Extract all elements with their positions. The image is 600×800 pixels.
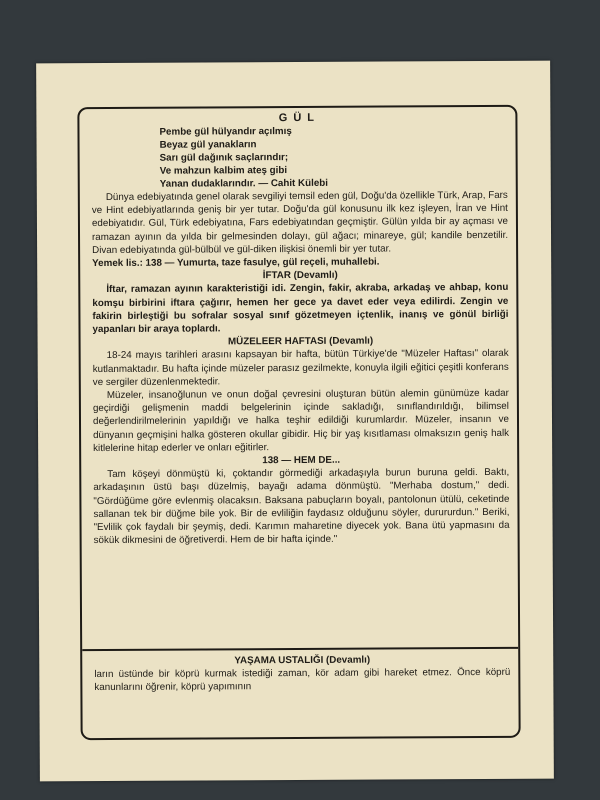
muzeler-body-1: 18-24 mayıs tarihleri arasını kapsayan bir hafta, bütün Türkiye'de "Müzeler Haftası" olarak kutlanmaktadır. Bu hafta içinde müzeler parasız gezilmekte, konuyla ilgili eğitici çeşitli konferans ve sergiler düzenlenmektedir.	[92, 348, 509, 388]
calendar-page	[36, 61, 554, 782]
poem-line: Pembe gül hülyandır açılmış	[159, 126, 292, 138]
main-section	[79, 107, 518, 649]
iftar-title: İFTAR (Devamlı)	[262, 269, 338, 282]
yasama-body: ların üstünde bir köprü kurmak istediği zaman, kör adam gibi hareket etmez. Önce köprü kanunlarını öğrenir, köprü yapımının	[94, 667, 511, 694]
muzeler-title: MÜZELEER HAFTASI (Devamlı)	[227, 335, 374, 348]
gul-poem	[91, 124, 507, 191]
yasama-title: YAŞAMA USTALIĞI (Devamlı)	[234, 654, 371, 667]
poem-line: Sarı gül dağınık saçlarındır;	[159, 152, 289, 164]
recipe-line: Yemek lis.: 138 — Yumurta, taze fasulye, gül reçeli, muhallebi.	[92, 256, 380, 270]
gul-body: Dünya edebiyatında genel olarak sevgiliyi temsil eden gül, Doğu'da özellikle Türk, Arap, Fars ve Hint edebiyatlarında geniş bir yer tutar. Doğu'da gül konusunu ilk kez işleyen, İran ve Hint edebiyatıdır. Gül, Türk edebiyatına, Fars edebiyatından geçmiştir. Gülün yılda bir ay açması ve ramazan ayının da yılda bir gelmesinden dolayı, gül ağacı; minareye, gül; kandile benzetilir. Divan edebiyatında gül-bülbül ve gül-diken ilişkisi önemli bir yer tutar.	[91, 189, 509, 256]
gul-title: GÜL	[278, 111, 321, 125]
muzeler-body-2: Müzeler, insanoğlunun ve onun doğal çevresini oluşturan bütün alemin günümüze kadar geçirdiği gelişmenin maddi belgelerinin içinde sakladığı, sınıflandırıldığı, bilimsel değerlendirilmelerinin yapıldığı ve halka teşhir edildiği kurumlardır. Müzeler, insanın ve dünyanın geçmişini halka gösteren okullar gibidir. Hiç bir yaş kısıtlaması olmaksızın geniş halk kitlelerine hitap ederler ve onları eğitirler.	[92, 387, 510, 454]
hemde-title: 138 — HEM DE...	[262, 454, 341, 467]
poem-line: Ve mahzun kalbim ateş gibi	[159, 165, 288, 177]
poem-line: Yanan dudaklarındır. — Cahit Külebi	[159, 177, 329, 190]
iftar-body: İftar, ramazan ayının karakteristiği idi. Zengin, fakir, akraba, arkadaş ve ahbap, konu komşu birbirini iftara çağırır, hemen her gece ya davet eder veya edilirdi. Zengin ve fakirin birleştiği bu sofralar sosyal sınıf gözetmeyen içtenlik, inanış ve gönül birliği yapanları bir araya toplardı.	[92, 282, 509, 336]
hemde-body: Tam köşeyi dönmüştü ki, çoktandır görmediği arkadaşıyla burun buruna geldi. Baktı, arkadaşının üstü başı düzelmiş, bayağı adama dönmüştü. "Merhaba dostum," dedi. "Gördüğüme göre evlenmiş olacaksın. Baksana pabuçların boyalı, pantolonun ütülü, ceketinde sallanan tek bir düğme bile yok. Bir de evliliğin faydasız olduğunu söyler, durururdun." Beriki, "Evlilik çok faydalı bir şeymiş, dedi. Karımın maharetine diyecek yok. Bana ütü yapmasını da sökük dikmesini de öğretiverdi. Hem de bir hafta içinde."	[93, 467, 510, 547]
footer-section	[82, 653, 518, 695]
content-frame	[77, 105, 520, 740]
poem-line: Beyaz gül yanakların	[159, 139, 257, 151]
